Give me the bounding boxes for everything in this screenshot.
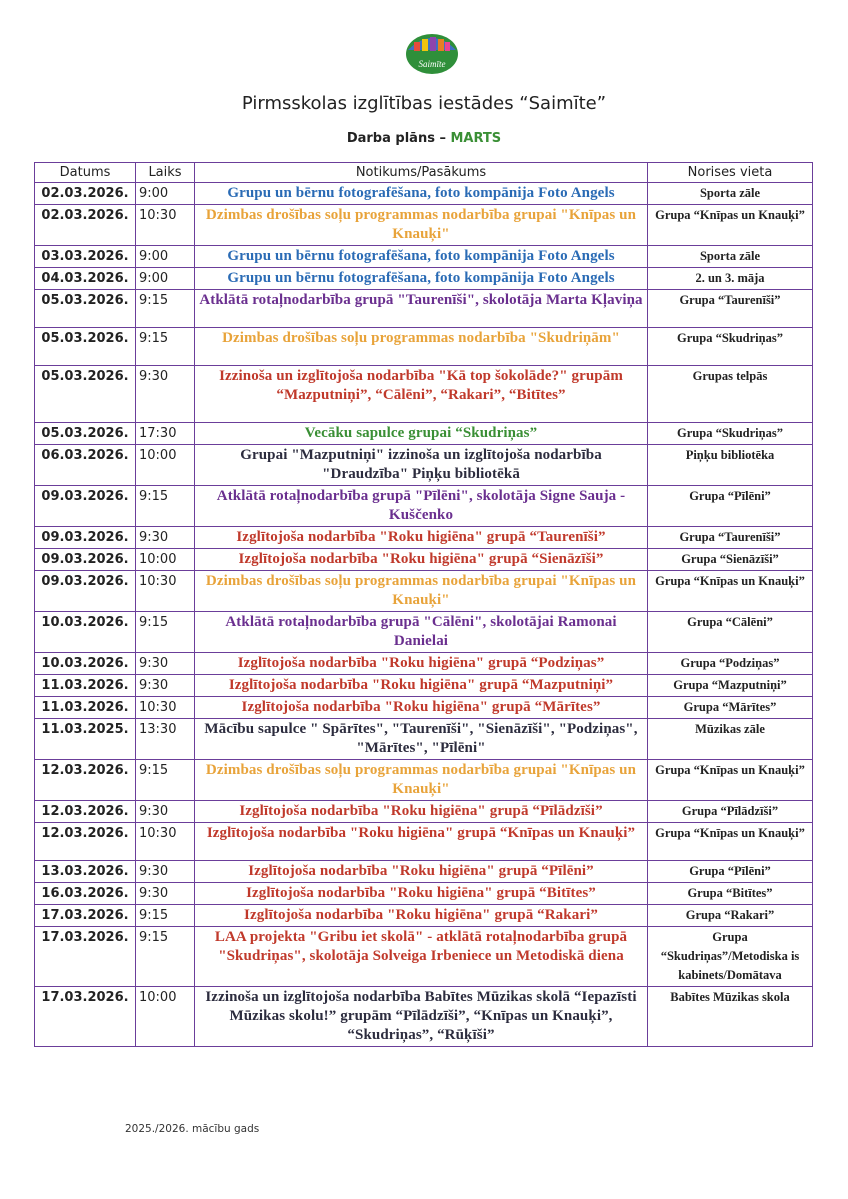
table-header-row — [35, 163, 813, 183]
time-cell: 17:30 — [136, 423, 195, 445]
place-cell: Piņķu bibliotēka — [648, 445, 813, 486]
saimite-logo — [405, 30, 459, 76]
date-cell: 03.03.2026. — [35, 246, 136, 268]
date-cell: 05.03.2026. — [35, 328, 136, 366]
table-row — [35, 861, 813, 883]
time-cell: 9:15 — [136, 905, 195, 927]
event-cell: Izglītojoša nodarbība "Roku higiēna" grupā “Sienāzīši” — [195, 549, 648, 571]
subtitle-month: MARTS — [450, 131, 502, 146]
place-cell: Sporta zāle — [648, 183, 813, 205]
date-cell: 09.03.2026. — [35, 549, 136, 571]
time-cell: 10:00 — [136, 987, 195, 1047]
date-cell: 06.03.2026. — [35, 445, 136, 486]
work-plan-table — [34, 162, 813, 1047]
date-cell: 16.03.2026. — [35, 883, 136, 905]
event-cell: Mācību sapulce " Spārītes", "Taurenīši", "Sienāzīši", "Podziņas", "Mārītes", "Pīlēni" — [195, 719, 648, 760]
date-cell: 05.03.2026. — [35, 290, 136, 328]
event-cell: Grupu un bērnu fotografēšana, foto kompānija Foto Angels — [195, 246, 648, 268]
place-cell: Grupas telpās — [648, 366, 813, 423]
time-cell: 13:30 — [136, 719, 195, 760]
place-cell: Grupa “Rakari” — [648, 905, 813, 927]
table-row — [35, 527, 813, 549]
time-cell: 10:30 — [136, 697, 195, 719]
time-cell: 9:30 — [136, 653, 195, 675]
event-cell: Dzimbas drošības soļu programmas nodarbība grupai "Knīpas un Knauķi" — [195, 760, 648, 801]
event-cell: Atklātā rotaļnodarbība grupā "Cālēni", skolotājai Ramonai Danielai — [195, 612, 648, 653]
date-cell: 12.03.2026. — [35, 823, 136, 861]
event-cell: LAA projekta "Gribu iet skolā" - atklātā rotaļnodarbība grupā "Skudriņas", skolotāja Solveiga Irbeniece un Metodiskā diena — [195, 927, 648, 987]
table-row — [35, 697, 813, 719]
table-row — [35, 290, 813, 328]
event-cell: Izglītojoša nodarbība "Roku higiēna" grupā “Podziņas” — [195, 653, 648, 675]
table-row — [35, 246, 813, 268]
date-cell: 02.03.2026. — [35, 183, 136, 205]
place-cell: Grupa “Bitītes” — [648, 883, 813, 905]
time-cell: 9:15 — [136, 290, 195, 328]
event-cell: Dzimbas drošības soļu programmas nodarbība grupai "Knīpas un Knauķi" — [195, 571, 648, 612]
time-cell: 9:15 — [136, 486, 195, 527]
column-header-time: Laiks — [136, 163, 195, 183]
place-cell: Grupa “Skudriņas” — [648, 423, 813, 445]
place-cell: Grupa “Knīpas un Knauķi” — [648, 760, 813, 801]
event-cell: Vecāku sapulce grupai “Skudriņas” — [195, 423, 648, 445]
place-cell: Mūzikas zāle — [648, 719, 813, 760]
time-cell: 10:00 — [136, 549, 195, 571]
event-cell: Izzinoša un izglītojoša nodarbība "Kā top šokolāde?" grupām “Mazputniņi”, “Cālēni”, “Rakari”, “Bitītes” — [195, 366, 648, 423]
date-cell: 04.03.2026. — [35, 268, 136, 290]
place-cell: Grupa “Taurenīši” — [648, 290, 813, 328]
event-cell: Izzinoša un izglītojoša nodarbība Babītes Mūzikas skolā “Iepazīsti Mūzikas skolu!” grupām “Pīlādzīši”, “Knīpas un Knauķi”, “Skudriņas”, “Rūķīši” — [195, 987, 648, 1047]
event-cell: Izglītojoša nodarbība "Roku higiēna" grupā “Rakari” — [195, 905, 648, 927]
place-cell: Grupa “Sienāzīši” — [648, 549, 813, 571]
date-cell: 12.03.2026. — [35, 760, 136, 801]
table-row — [35, 801, 813, 823]
table-row — [35, 366, 813, 423]
place-cell: Babītes Mūzikas skola — [648, 987, 813, 1047]
column-header-place: Norises vieta — [648, 163, 813, 183]
time-cell: 9:00 — [136, 268, 195, 290]
table-row — [35, 571, 813, 612]
table-row — [35, 653, 813, 675]
event-cell: Izglītojoša nodarbība "Roku higiēna" grupā “Taurenīši” — [195, 527, 648, 549]
place-cell: Grupa “Pīlēni” — [648, 861, 813, 883]
event-cell: Izglītojoša nodarbība "Roku higiēna" grupā “Bitītes” — [195, 883, 648, 905]
table-body — [35, 183, 813, 1047]
subtitle-prefix: Darba plāns – — [346, 131, 451, 146]
time-cell: 10:30 — [136, 205, 195, 246]
event-cell: Grupai "Mazputniņi" izzinoša un izglītojoša nodarbība "Draudzība" Piņķu bibliotēkā — [195, 445, 648, 486]
date-cell: 02.03.2026. — [35, 205, 136, 246]
date-cell: 09.03.2026. — [35, 527, 136, 549]
place-cell: Grupa “Knīpas un Knauķi” — [648, 823, 813, 861]
table-row — [35, 719, 813, 760]
time-cell: 9:30 — [136, 883, 195, 905]
time-cell: 9:00 — [136, 246, 195, 268]
place-cell: Sporta zāle — [648, 246, 813, 268]
date-cell: 10.03.2026. — [35, 653, 136, 675]
time-cell: 9:30 — [136, 861, 195, 883]
table-row — [35, 823, 813, 861]
event-cell: Izglītojoša nodarbība "Roku higiēna" grupā “Knīpas un Knauķi” — [195, 823, 648, 861]
time-cell: 9:15 — [136, 927, 195, 987]
table-row — [35, 423, 813, 445]
time-cell: 10:00 — [136, 445, 195, 486]
event-cell: Izglītojoša nodarbība "Roku higiēna" grupā “Mazputniņi” — [195, 675, 648, 697]
table-row — [35, 905, 813, 927]
date-cell: 17.03.2026. — [35, 987, 136, 1047]
event-cell: Atklātā rotaļnodarbība grupā "Taurenīši", skolotāja Marta Kļaviņa — [195, 290, 648, 328]
time-cell: 9:15 — [136, 612, 195, 653]
place-cell: Grupa “Mārītes” — [648, 697, 813, 719]
column-header-date: Datums — [35, 163, 136, 183]
date-cell: 17.03.2026. — [35, 927, 136, 987]
table-row — [35, 205, 813, 246]
time-cell: 9:15 — [136, 760, 195, 801]
event-cell: Grupu un bērnu fotografēšana, foto kompānija Foto Angels — [195, 183, 648, 205]
place-cell: Grupa “Skudriņas”/Metodiska is kabinets/Domātava — [648, 927, 813, 987]
table-row — [35, 760, 813, 801]
place-cell: Grupa “Podziņas” — [648, 653, 813, 675]
event-cell: Dzimbas drošības soļu programmas nodarbība grupai "Knīpas un Knauķi" — [195, 205, 648, 246]
place-cell: Grupa “Pīlādzīši” — [648, 801, 813, 823]
time-cell: 9:00 — [136, 183, 195, 205]
time-cell: 10:30 — [136, 571, 195, 612]
date-cell: 11.03.2025. — [35, 719, 136, 760]
date-cell: 11.03.2026. — [35, 697, 136, 719]
event-cell: Izglītojoša nodarbība "Roku higiēna" grupā “Pīlādzīši” — [195, 801, 648, 823]
logo-text: Saimīte — [418, 59, 446, 69]
date-cell: 09.03.2026. — [35, 486, 136, 527]
table-row — [35, 549, 813, 571]
table-row — [35, 268, 813, 290]
date-cell: 17.03.2026. — [35, 905, 136, 927]
date-cell: 13.03.2026. — [35, 861, 136, 883]
place-cell: Grupa “Pīlēni” — [648, 486, 813, 527]
place-cell: 2. un 3. māja — [648, 268, 813, 290]
time-cell: 9:30 — [136, 801, 195, 823]
page-subtitle — [0, 131, 848, 146]
place-cell: Grupa “Knīpas un Knauķi” — [648, 205, 813, 246]
table-row — [35, 445, 813, 486]
time-cell: 9:30 — [136, 366, 195, 423]
event-cell: Izglītojoša nodarbība "Roku higiēna" grupā “Mārītes” — [195, 697, 648, 719]
time-cell: 9:30 — [136, 527, 195, 549]
date-cell: 12.03.2026. — [35, 801, 136, 823]
event-cell: Izglītojoša nodarbība "Roku higiēna" grupā “Pīlēni” — [195, 861, 648, 883]
date-cell: 05.03.2026. — [35, 366, 136, 423]
table-row — [35, 183, 813, 205]
page-title: Pirmsskolas izglītības iestādes “Saimīte” — [241, 93, 607, 114]
place-cell: Grupa “Cālēni” — [648, 612, 813, 653]
time-cell: 9:15 — [136, 328, 195, 366]
table-row — [35, 927, 813, 987]
date-cell: 11.03.2026. — [35, 675, 136, 697]
place-cell: Grupa “Mazputniņi” — [648, 675, 813, 697]
place-cell: Grupa “Taurenīši” — [648, 527, 813, 549]
school-year-footer: 2025./2026. mācību gads — [125, 1123, 260, 1135]
event-cell: Atklātā rotaļnodarbība grupā "Pīlēni", skolotāja Signe Sauja - Kuščenko — [195, 486, 648, 527]
date-cell: 10.03.2026. — [35, 612, 136, 653]
table-row — [35, 612, 813, 653]
date-cell: 05.03.2026. — [35, 423, 136, 445]
time-cell: 9:30 — [136, 675, 195, 697]
place-cell: Grupa “Skudriņas” — [648, 328, 813, 366]
table-row — [35, 987, 813, 1047]
table-row — [35, 486, 813, 527]
table-row — [35, 675, 813, 697]
event-cell: Dzimbas drošības soļu programmas nodarbība "Skudriņām" — [195, 328, 648, 366]
event-cell: Grupu un bērnu fotografēšana, foto kompānija Foto Angels — [195, 268, 648, 290]
table-row — [35, 883, 813, 905]
column-header-event: Notikums/Pasākums — [195, 163, 648, 183]
place-cell: Grupa “Knīpas un Knauķi” — [648, 571, 813, 612]
time-cell: 10:30 — [136, 823, 195, 861]
table-row — [35, 328, 813, 366]
date-cell: 09.03.2026. — [35, 571, 136, 612]
